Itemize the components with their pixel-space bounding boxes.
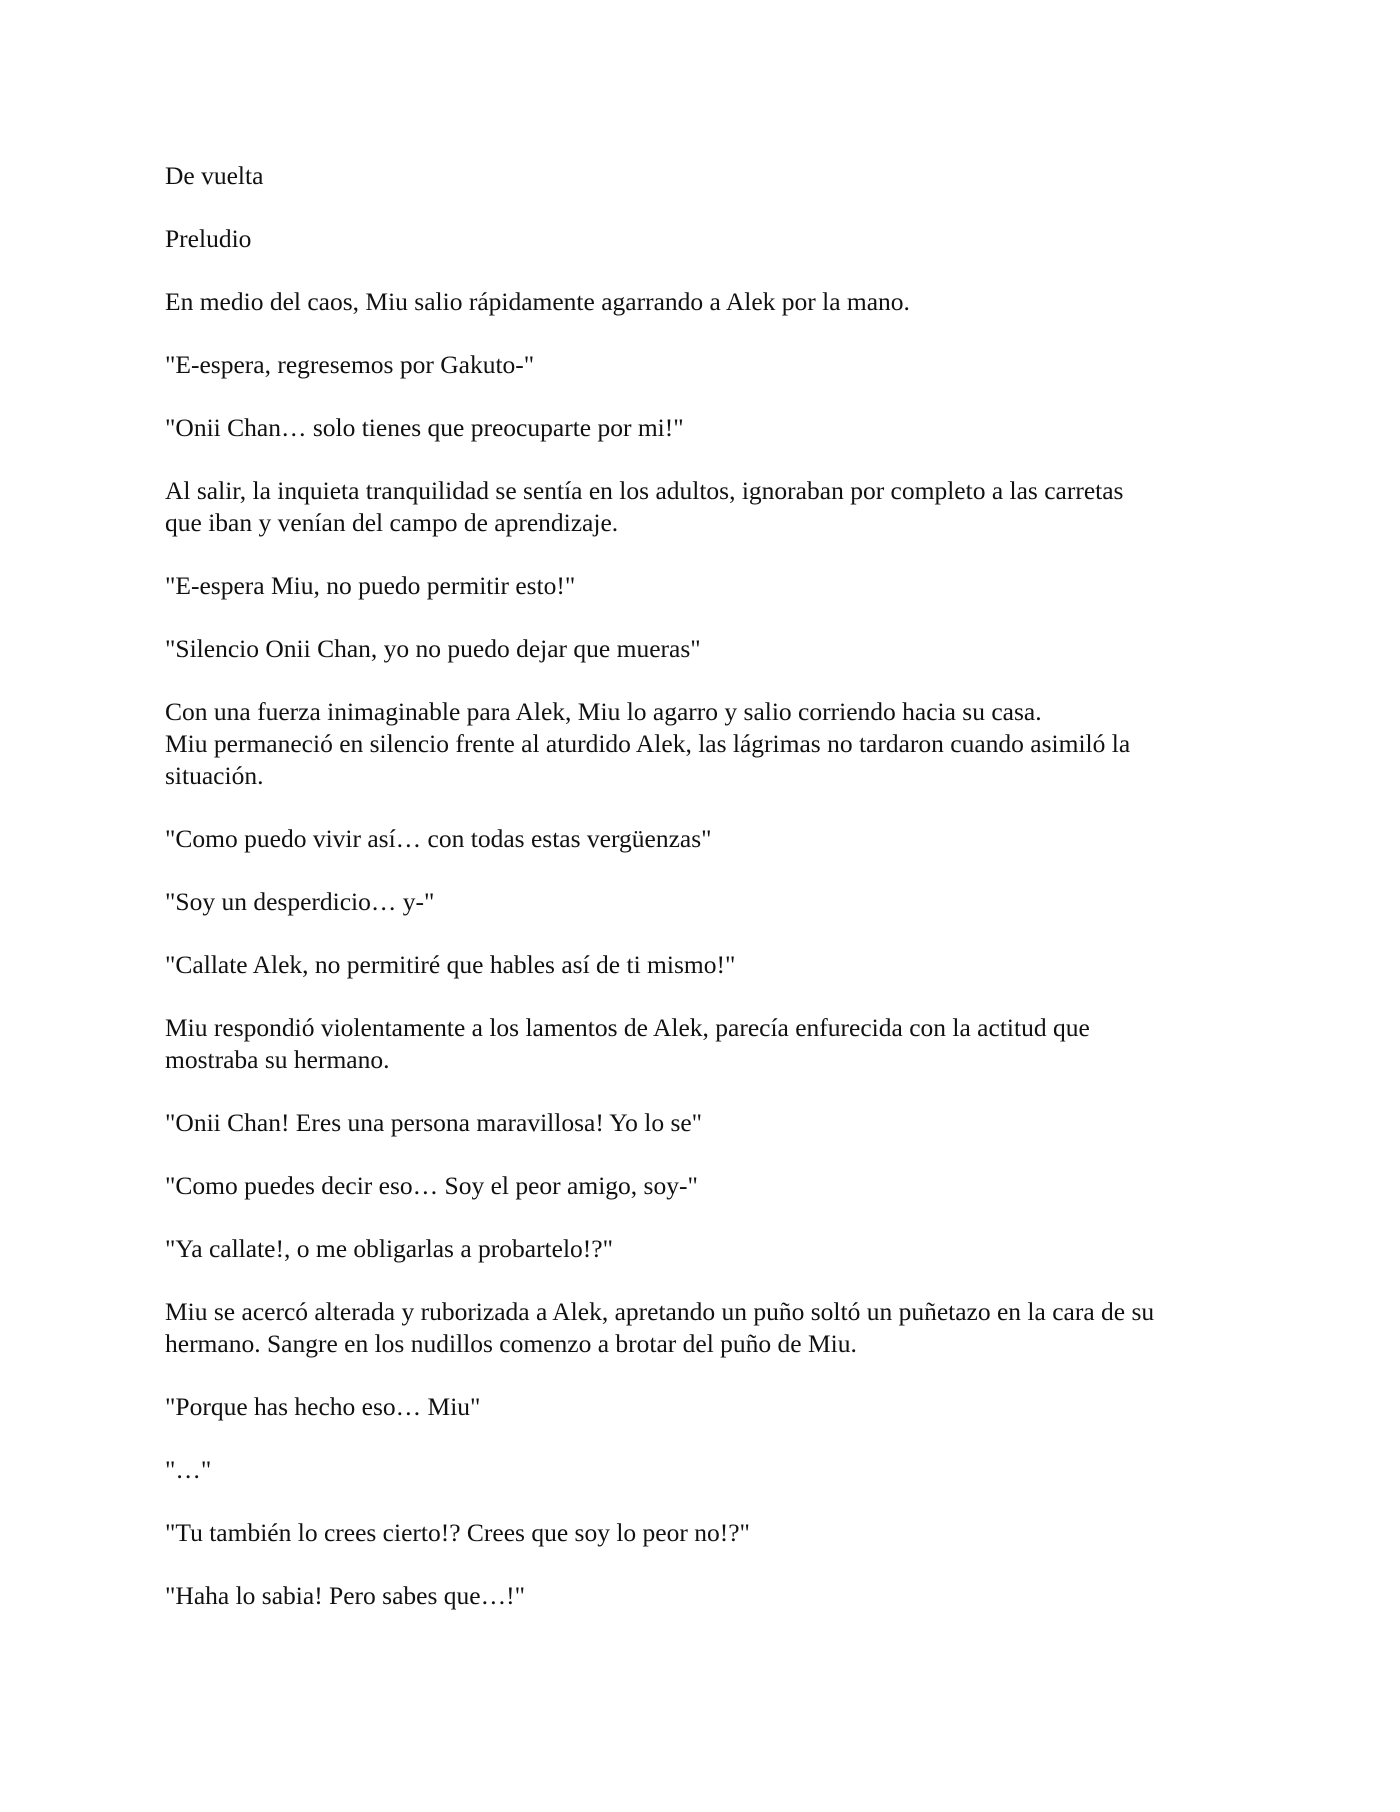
dialogue-line: "Haha lo sabia! Pero sabes que…!": [165, 1581, 526, 1610]
dialogue-line: "E-espera, regresemos por Gakuto-": [165, 350, 535, 379]
paragraph: En medio del caos, Miu salio rápidamente agarrando a Alek por la mano.: [165, 287, 910, 316]
dialogue-line: "Callate Alek, no permitiré que hables así de ti mismo!": [165, 950, 736, 979]
paragraph: Miu respondió violentamente a los lamentos de Alek, parecía enfurecida con la actitud que mostraba su hermano.: [165, 1013, 1090, 1074]
dialogue-line: "E-espera Miu, no puedo permitir esto!": [165, 571, 576, 600]
dialogue-line: "Onii Chan! Eres una persona maravillosa! Yo lo se": [165, 1108, 703, 1137]
document-body: [165, 160, 1245, 1643]
paragraph: Miu permaneció en silencio frente al aturdido Alek, las lágrimas no tardaron cuando asimiló la situación.: [165, 729, 1131, 790]
dialogue-line: "Ya callate!, o me obligarlas a probartelo!?": [165, 1234, 614, 1263]
dialogue-line: "Onii Chan… solo tienes que preocuparte por mi!": [165, 413, 684, 442]
document-title: De vuelta: [165, 161, 264, 190]
dialogue-line: "…": [165, 1455, 212, 1484]
chapter-heading: Preludio: [165, 224, 252, 253]
dialogue-line: "Como puedo vivir así… con todas estas vergüenzas": [165, 824, 712, 853]
dialogue-line: "Como puedes decir eso… Soy el peor amigo, soy-": [165, 1171, 698, 1200]
dialogue-line: "Tu también lo crees cierto!? Crees que soy lo peor no!?": [165, 1518, 750, 1547]
dialogue-line: "Silencio Onii Chan, yo no puedo dejar que mueras": [165, 634, 701, 663]
paragraph: Miu se acercó alterada y ruborizada a Alek, apretando un puño soltó un puñetazo en la cara de su hermano. Sangre en los nudillos comenzo a brotar del puño de Miu.: [165, 1297, 1155, 1358]
dialogue-line: "Soy un desperdicio… y-": [165, 887, 435, 916]
paragraph: Al salir, la inquieta tranquilidad se sentía en los adultos, ignoraban por completo a las carretas que iban y venían del campo de aprendizaje.: [165, 476, 1124, 537]
dialogue-line: "Porque has hecho eso… Miu": [165, 1392, 481, 1421]
paragraph: Con una fuerza inimaginable para Alek, Miu lo agarro y salio corriendo hacia su casa.: [165, 697, 1042, 726]
